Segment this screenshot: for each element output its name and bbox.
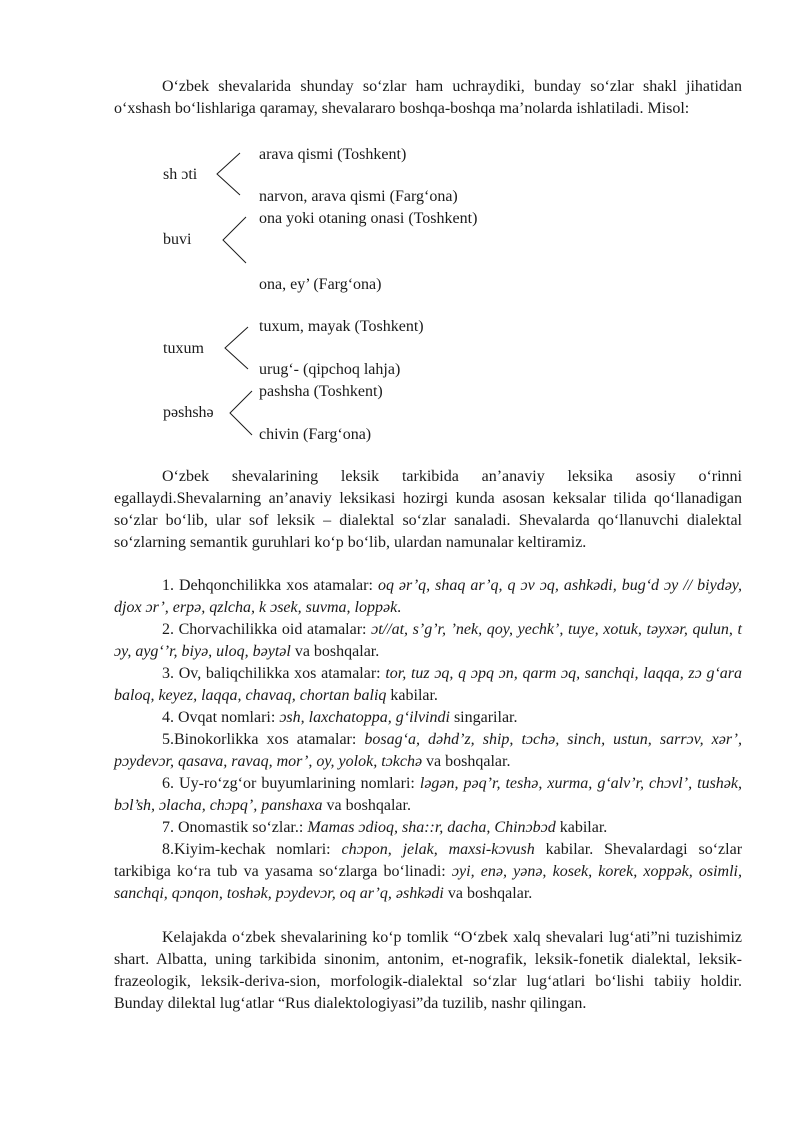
list-item-4: 4. Ovqat nomlari: ɔsh, laxchatoppa, g‘ilvindi singarilar. xyxy=(162,709,518,726)
meaning-3a: tuxum, mayak (Toshkent) xyxy=(259,318,424,335)
paragraph-dictionary: Kelajakda o‘zbek shevalarining ko‘p tomlik “O‘zbek xalq shevalari lug‘ati”ni tuzishimiz shart. Albatta, uning tarkibida sinonim, antonim, et-nografik, leksik-fonetik dialektal, leksik-frazeologik, leksik-deriva-sion, morfologik-dialektal so‘zlar lug‘atlari bo‘lishi tabiiy holdir. Bunday dilektal lug‘atlar “Rus dialektologiyasi”da tuzilib, nashr qilingan. xyxy=(114,929,742,1012)
intro-paragraph: O‘zbek shevalarida shunday so‘zlar ham uchraydiki, bunday so‘zlar shakl jihatidan o‘xshash bo‘lishlariga qaramay, shevalararo boshqa-boshqa ma’nolarda ishlatiladi. Misol: xyxy=(114,78,742,117)
meaning-4a: pashsha (Toshkent) xyxy=(259,383,383,400)
list-item-1: 1. Dehqonchilikka xos atamalar: oq әr’q, shaq ar’q, q ɔv ɔq, ashkәdi, bug‘d ɔy // biydәy, djox ɔr’, erpә, qzlcha, k ɔsek, suvma, loppәk. xyxy=(114,577,743,616)
dialect-word-2: buvi xyxy=(163,231,192,248)
paragraph-traditional-lexicon: O‘zbek shevalarining leksik tarkibida an’anaviy leksika asosiy o‘rinni egallaydi.Shevalarning an’anaviy leksikasi hozirgi kunda asosan keksalar tilida qo‘llanadigan so‘zlar bo‘lib, ular sof leksik – dialektal so‘zlar sanaladi. Shevalarda qo‘llanuvchi dialektal so‘zlarning semantik guruhlari ko‘p bo‘lib, ulardan namunalar keltiramiz. xyxy=(114,468,742,551)
meaning-2a: ona yoki otaning onasi (Toshkent) xyxy=(259,210,478,227)
bracket-icon xyxy=(214,152,254,196)
dialect-word-1: sh ɔti xyxy=(163,166,198,183)
bracket-icon xyxy=(220,216,260,264)
list-item-3: 3. Ov, baliqchilikka xos atamalar: tor, tuz ɔq, q ɔpq ɔn, qarm ɔq, sanchqi, laqqa, zɔ g‘ara baloq, keyez, laqqa, chavaq, chortan baliq kabilar. xyxy=(114,665,743,704)
list-item-8: 8.Kiyim-kechak nomlari: chɔpon, jelak, maxsi-kɔvush kabilar. Shevalardagi so‘zlar tarkibiga ko‘ra tub va yasama so‘zlarga bo‘linadi: ɔyi, enә, yәnә, kosek, korek, xoppәk, osimli, sanchqi, qɔnqon, toshәk, pɔydevɔr, oq ar’q, әshkәdi va boshqalar. xyxy=(114,841,743,902)
list-item-5: 5.Binokorlikka xos atamalar: bosag‘a, dәhd’z, ship, tɔchә, sinch, ustun, sarrɔv, xәr’, pɔydevɔr, qasava, ravaq, mor’, oy, yolok, tɔkchә va boshqalar. xyxy=(114,731,742,770)
list-item-6: 6. Uy-ro‘zg‘or buyumlarining nomlari: lәgәn, pәq’r, teshә, xurma, g‘alv’r, chɔvl’, tushәk, bɔl’sh, ɔlacha, chɔpq’, panshaxa va boshqalar. xyxy=(114,775,742,814)
dialect-word-3: tuxum xyxy=(163,340,204,357)
list-item-2: 2. Chorvachilikka oid atamalar: ɔt//at, s’g’r, ’nek, qoy, yechk’, tuye, xotuk, tәyxәr, qulun, t ɔy, ayg‘’r, biyә, uloq, bәytәl va boshqalar. xyxy=(114,621,742,660)
meaning-3b: urug‘- (qipchoq lahja) xyxy=(259,361,401,378)
meaning-2b: ona, ey’ (Farg‘ona) xyxy=(259,276,382,293)
list-item-7: 7. Onomastik so‘zlar.: Mamas ɔdioq, sha::r, dacha, Chinɔbɔd kabilar. xyxy=(162,819,608,836)
bracket-icon xyxy=(222,326,262,370)
meaning-1b: narvon, arava qismi (Farg‘ona) xyxy=(259,188,458,205)
dialect-word-4: pәshshә xyxy=(163,404,214,421)
meaning-1a: arava qismi (Toshkent) xyxy=(259,146,407,163)
meaning-4b: chivin (Farg‘ona) xyxy=(259,426,372,443)
